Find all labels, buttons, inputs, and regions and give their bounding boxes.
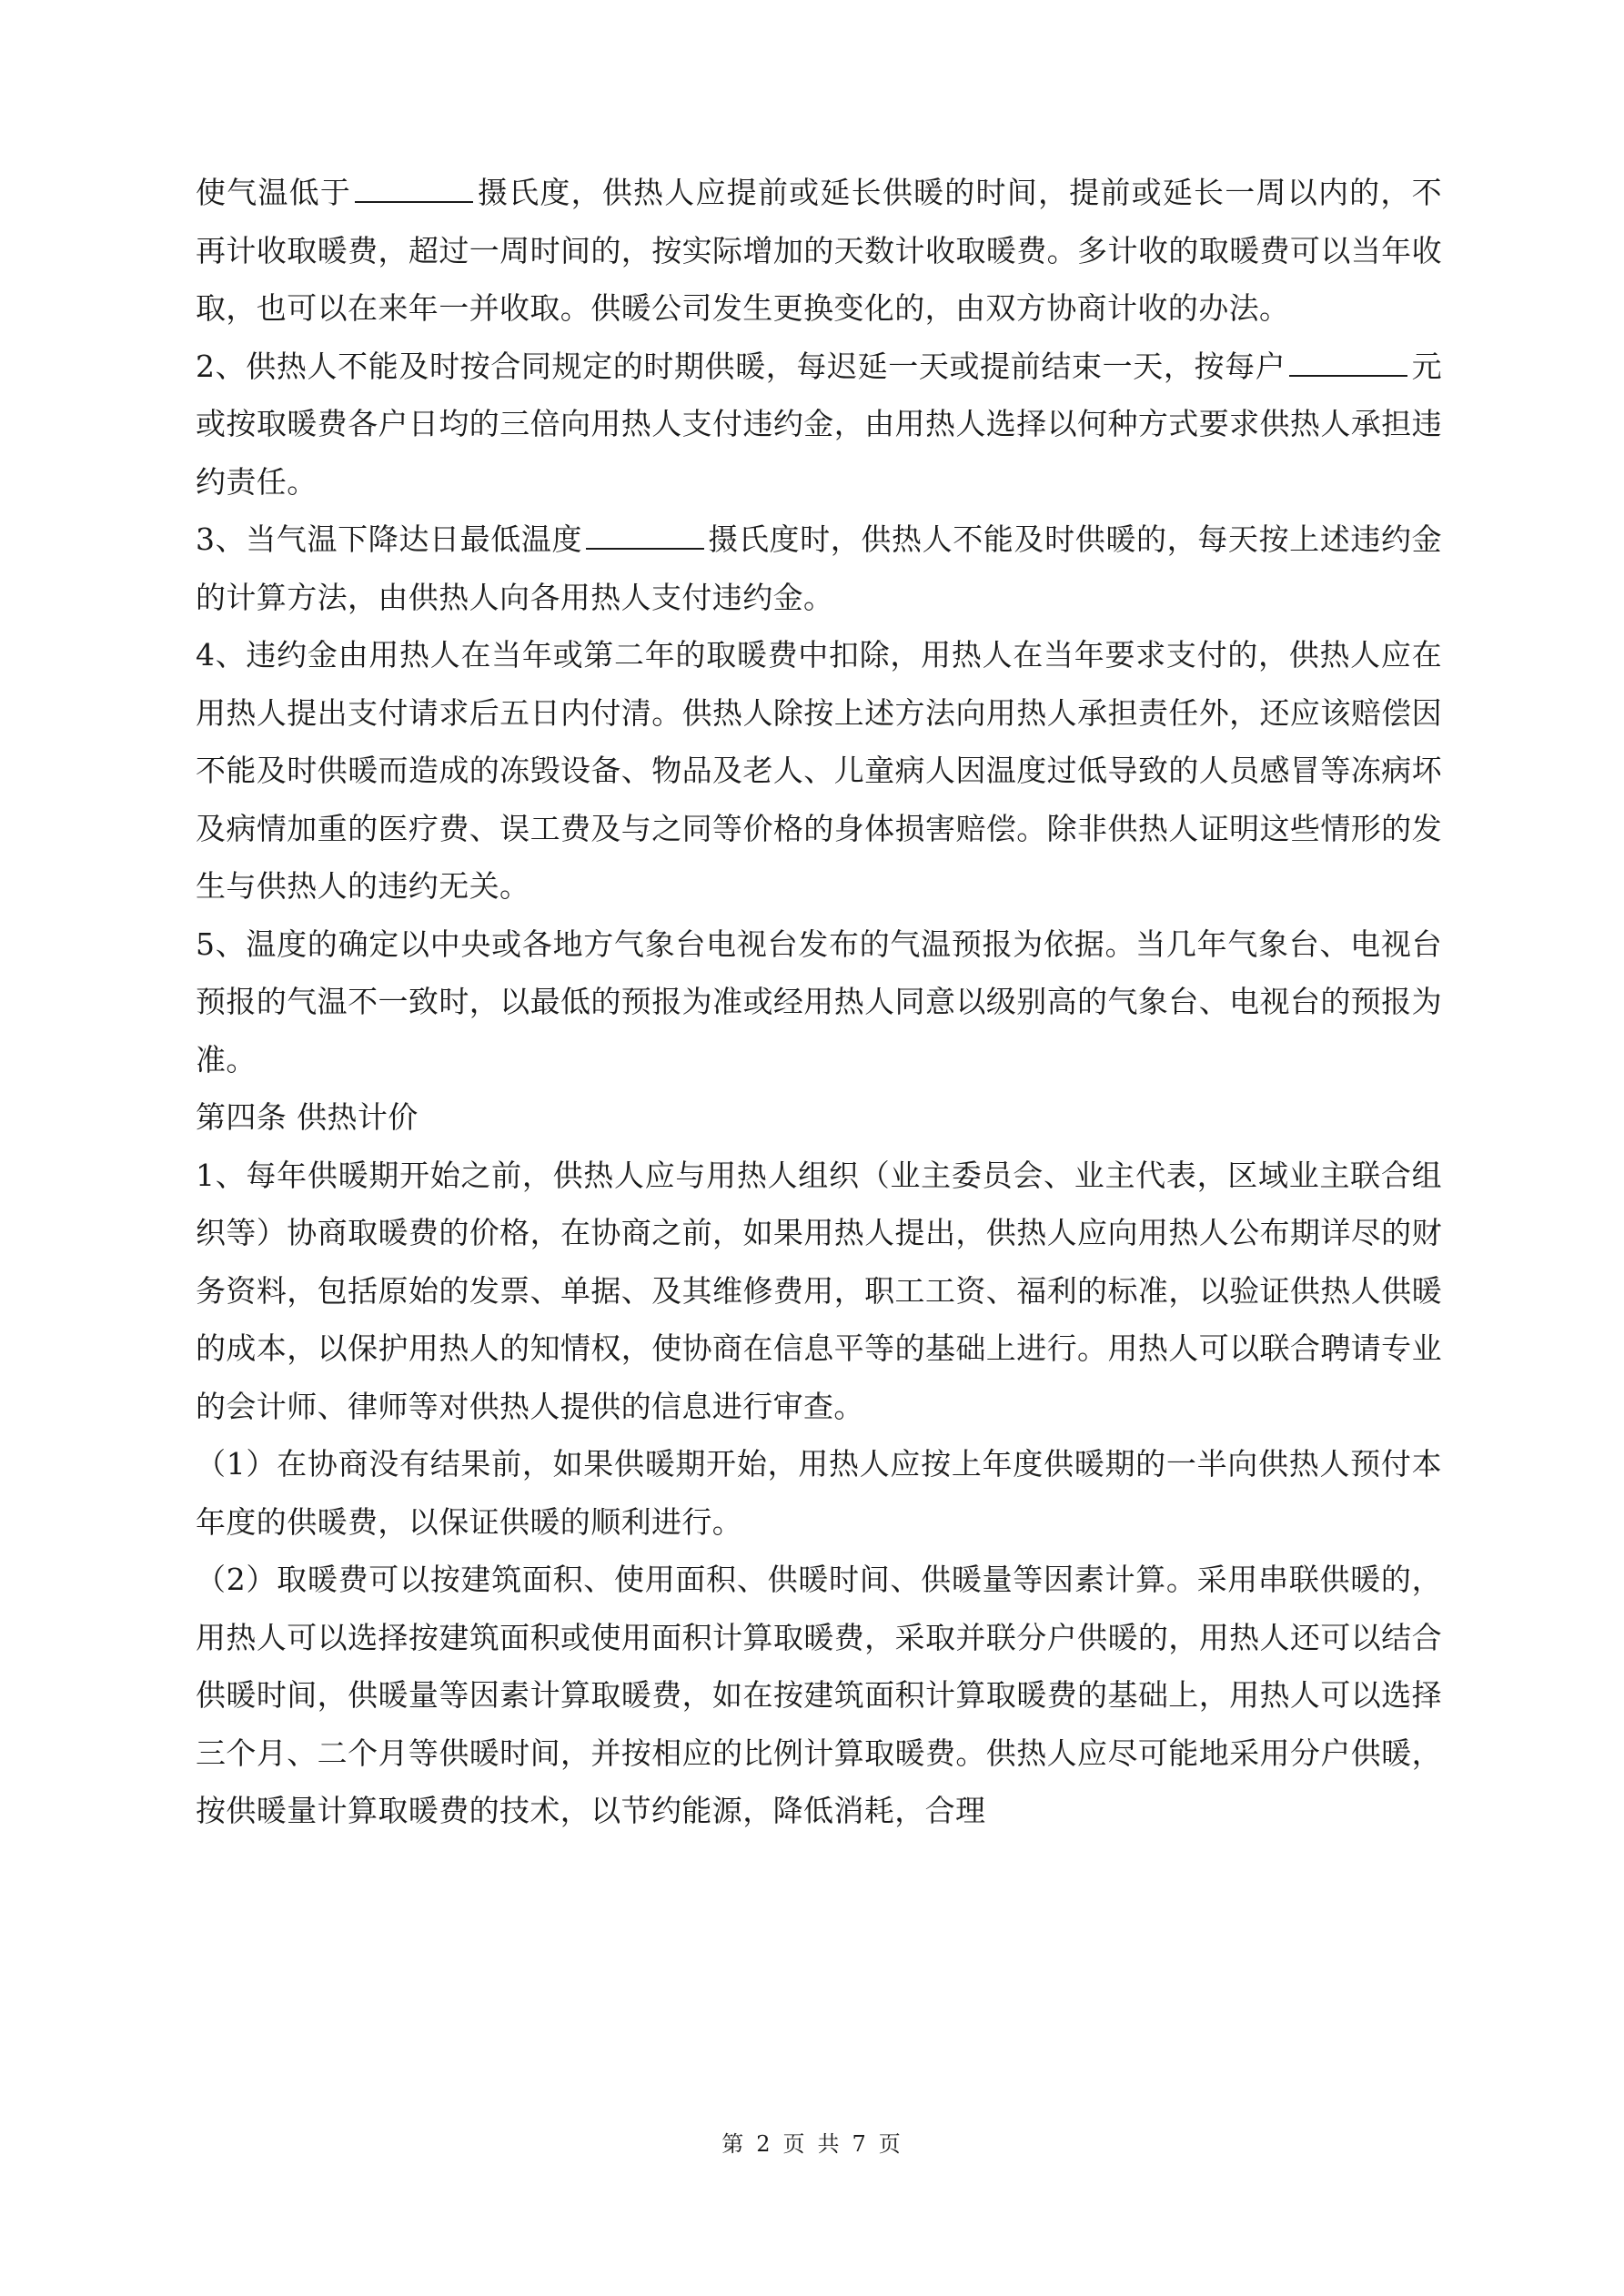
- fill-in-blank[interactable]: [1289, 349, 1407, 377]
- paragraph-pricing-sub-2: （2）取暖费可以按建筑面积、使用面积、供暖时间、供暖量等因素计算。采用串联供暖的，用热人可以选择按建筑面积或使用面积计算取暖费，采取并联分户供暖的，用热人还可以结合供暖时间，供暖量等因素计算取暖费，如在按建筑面积计算取暖费的基础上，用热人可以选择三个月、二个月等供暖时间，并按相应的比例计算取暖费。供热人应尽可能地采用分户供暖，按供暖量计算取暖费的技术，以节约能源，降低消耗，合理: [196, 1562, 1442, 1828]
- paragraph-text: 使气温低于: [196, 175, 352, 210]
- page-footer: [0, 2126, 1624, 2158]
- paragraph-text: 3、当气温下降达日最低温度: [196, 521, 583, 557]
- total-page-count: 7: [852, 2131, 868, 2157]
- paragraph-pricing-sub-1: （1）在协商没有结果前，如果供暖期开始，用热人应按上年度供暖期的一半向供热人预付本年度的供暖费，以保证供暖的顺利进行。: [196, 1446, 1442, 1540]
- fill-in-blank[interactable]: [586, 522, 704, 550]
- paragraph-text: 元或按取暖费各户日均的三倍向用热人支付违约金，由用热人选择以何种方式要求供热人承担违约责任。: [196, 348, 1442, 500]
- fill-in-blank[interactable]: [355, 176, 473, 203]
- document-body: [196, 164, 1442, 1840]
- paragraph-continuation: [196, 164, 1442, 338]
- paragraph-clause-3: [196, 511, 1442, 626]
- paragraph-text: 2、供热人不能及时按合同规定的时期供暖，每迟延一天或提前结束一天，按每户: [196, 348, 1286, 384]
- paragraph-text: 摄氏度时，供热人不能及时供暖的，每天按上述违约金的计算方法，由供热人向各用热人支付违约金。: [196, 521, 1442, 615]
- paragraph-clause-4: 4、违约金由用热人在当年或第二年的取暖费中扣除，用热人在当年要求支付的，供热人应在用热人提出支付请求后五日内付清。供热人除按上述方法向用热人承担责任外，还应该赔偿因不能及时供暖而造成的冻毁设备、物品及老人、儿童病人因温度过低导致的人员感冒等冻病坏及病情加重的医疗费、误工费及与之同等价格的身体损害赔偿。除非供热人证明这些情形的发生与供热人的违约无关。: [196, 637, 1442, 904]
- footer-page-unit: 页: [782, 2131, 807, 2157]
- current-page-number: 2: [756, 2131, 772, 2157]
- paragraph-clause-2: [196, 338, 1442, 511]
- footer-total-unit: 页: [878, 2131, 903, 2157]
- paragraph-pricing-1: 1、每年供暖期开始之前，供热人应与用热人组织（业主委员会、业主代表，区域业主联合组织等）协商取暖费的价格，在协商之前，如果用热人提出，供热人应向用热人公布期详尽的财务资料，包括原始的发票、单据、及其维修费用，职工工资、福利的标准，以验证供热人供暖的成本，以保护用热人的知情权，使协商在信息平等的基础上进行。用热人可以联合聘请专业的会计师、律师等对供热人提供的信息进行审查。: [196, 1157, 1442, 1424]
- paragraph-clause-5: 5、温度的确定以中央或各地方气象台电视台发布的气温预报为依据。当几年气象台、电视台预报的气温不一致时，以最低的预报为准或经用热人同意以级别高的气象台、电视台的预报为准。: [196, 925, 1442, 1077]
- footer-total-prefix: 共: [817, 2131, 842, 2157]
- footer-prefix: 第: [721, 2131, 746, 2157]
- paragraph-text: 摄氏度，供热人应提前或延长供暖的时间，提前或延长一周以内的，不再计收取暖费，超过一周时间的，按实际增加的天数计收取暖费。多计收的取暖费可以当年收取，也可以在来年一并收取。供暖公司发生更换变化的，由双方协商计收的办法。: [196, 175, 1443, 326]
- section-heading: 第四条 供热计价: [196, 1099, 419, 1135]
